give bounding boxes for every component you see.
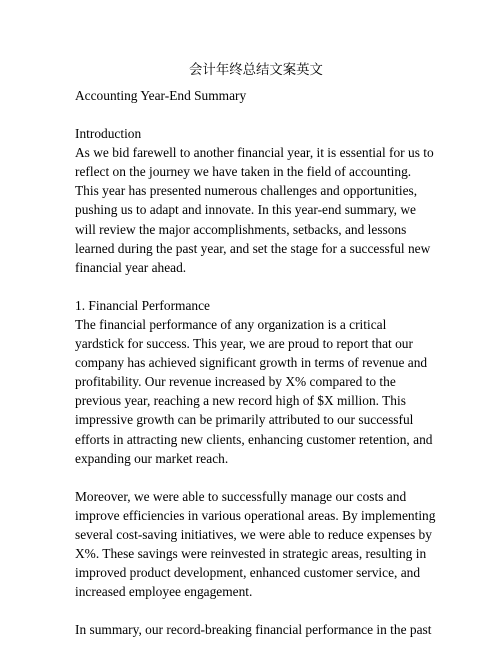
section-1-paragraph-3: In summary, our record-breaking financial performance in the past [75,622,432,638]
intro-heading: Introduction [75,126,142,142]
document-page [75,60,437,658]
section-1-heading: 1. Financial Performance [75,297,210,313]
document-title: 会计年终总结文案英文 [189,62,323,77]
section-1-paragraph-2: Moreover, we were able to successfully manage our costs and improve efficiencies in various operational areas. By implementing several cost-saving initiatives, we were able to reduce expenses by X%. These savings were reinvested in strategic areas, resulting in improved product development, enhanced customer service, and increased employee engagement. [75,488,436,600]
document-subtitle: Accounting Year-End Summary [75,88,247,103]
intro-paragraph: As we bid farewell to another financial year, it is essential for us to reflect on the journey we have taken in the field of accounting. This year has presented numerous challenges and opportunities, pushing us to adapt and innovate. In this year-end summary, we will review the major accomplishments, setbacks, and lessons learned during the past year, and set the stage for a successful new financial year ahead. [75,145,434,275]
section-1-paragraph-1: The financial performance of any organization is a critical yardstick for success. This year, we are proud to report that our company has achieved significant growth in terms of revenue and profitability. Our revenue increased by X% compared to the previous year, reaching a new record high of $X million. This impressive growth can be primarily attributed to our successful efforts in attracting new clients, enhancing customer retention, and expanding our market reach. [75,316,433,466]
